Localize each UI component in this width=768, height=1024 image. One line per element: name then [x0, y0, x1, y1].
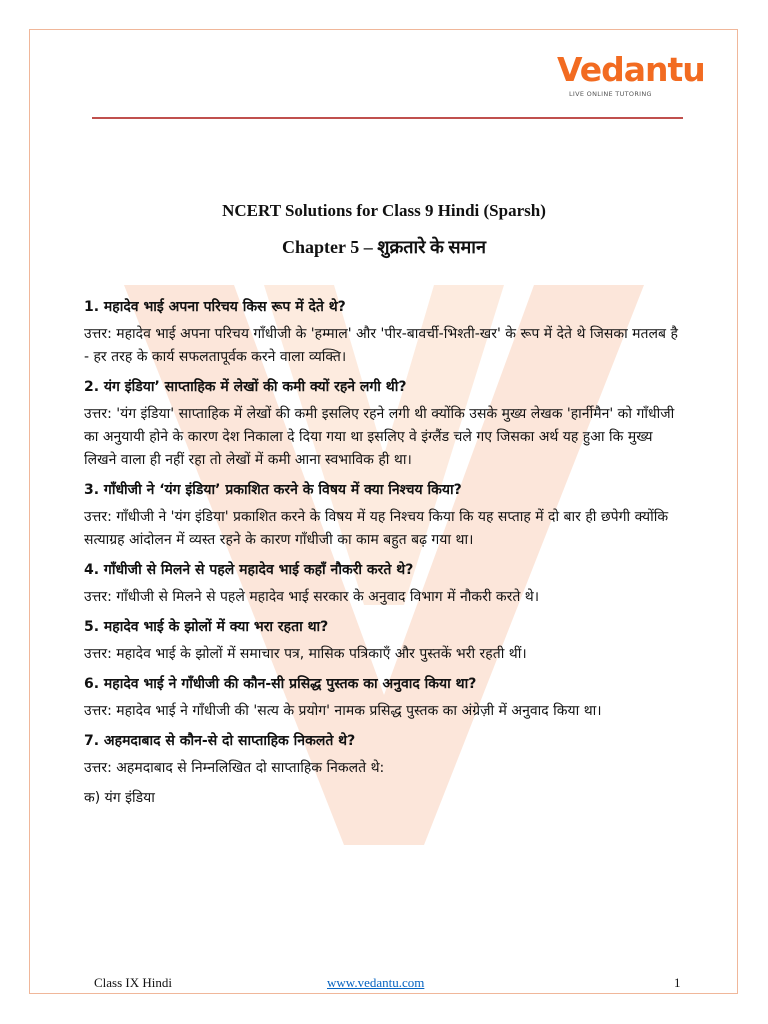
footer-website-link[interactable]: www.vedantu.com — [327, 975, 425, 990]
answer-2: उत्तर: 'यंग इंडिया' साप्ताहिक में लेखों की कमी इसलिए रहने लगी थी क्योंकि उसके मुख्य लेखक 'हार्नीमैन' को गाँधीजी का अनुयायी होने के कारण देश निकाला दे दिया गया था इसलिए वे इंग्लैंड चले गए जिसका अर्थ यह हुआ कि मुख्य लिखने वाला ही नहीं रहा तो लेखों में कमी आना स्वभाविक ही था। — [84, 406, 675, 468]
qa-list — [84, 296, 684, 817]
question-3: 3. गाँधीजी ने ‘यंग इंडिया’ प्रकाशित करने के विषय में क्या निश्चय किया? — [84, 482, 462, 498]
question-7: 7. अहमदाबाद से कौन-से दो साप्ताहिक निकलते थे? — [84, 733, 356, 749]
footer-class-label: Class IX Hindi — [94, 975, 172, 990]
answer-5: उत्तर: महादेव भाई के झोलों में समाचार पत्र, मासिक पत्रिकाएँ और पुस्तकें भरी रहती थीं। — [84, 646, 527, 662]
question-5: 5. महादेव भाई के झोलों में क्या भरा रहता था? — [84, 619, 329, 635]
question-6: 6. महादेव भाई ने गाँधीजी की कौन-सी प्रसिद्ध पुस्तक का अनुवाद किया था? — [84, 676, 477, 692]
answer-1: उत्तर: महादेव भाई अपना परिचय गाँधीजी के 'हम्माल' और 'पीर-बावर्ची-भिश्ती-खर' के रूप में देते थे जिसका मतलब है - हर तरह के कार्य सफलतापूर्वक करने वाला व्यक्ति। — [84, 326, 678, 365]
question-1: 1. महादेव भाई अपना परिचय किस रूप में देते थे? — [84, 299, 346, 315]
answer-7: उत्तर: अहमदाबाद से निम्नलिखित दो साप्ताहिक निकलते थे: — [84, 760, 385, 776]
answer-6: उत्तर: महादेव भाई ने गाँधीजी की 'सत्य के प्रयोग' नामक प्रसिद्ध पुस्तक का अंग्रेज़ी में अनुवाद किया था। — [84, 703, 602, 719]
question-4: 4. गाँधीजी से मिलने से पहले महादेव भाई कहाँ नौकरी करते थे? — [84, 562, 414, 578]
page-title: NCERT Solutions for Class 9 Hindi (Sparsh) — [222, 201, 546, 220]
answer-4: उत्तर: गाँधीजी से मिलने से पहले महादेव भाई सरकार के अनुवाद विभाग में नौकरी करते थे। — [84, 589, 540, 605]
chapter-title: Chapter 5 – शुक्रतारे के समान — [282, 237, 486, 257]
question-2: 2. यंग इंडिया’ साप्ताहिक में लेखों की कमी क्यों रहने लगी थी? — [84, 379, 407, 395]
answer-7-item-a: क) यंग इंडिया — [84, 790, 155, 806]
logo-tagline: LIVE ONLINE TUTORING — [569, 90, 652, 98]
answer-3: उत्तर: गाँधीजी ने 'यंग इंडिया' प्रकाशित करने के विषय में यह निश्चय किया कि यह सप्ताह में दो बार ही छपेगी क्योंकि सत्याग्रह आंदोलन में व्यस्त रहने के कारण गाँधीजी का काम बहुत बढ़ गया था। — [84, 509, 669, 548]
logo-wordmark: Vedantu — [557, 50, 705, 89]
vedantu-logo — [557, 50, 705, 98]
page-number: 1 — [674, 975, 681, 990]
header-rule — [92, 117, 683, 119]
